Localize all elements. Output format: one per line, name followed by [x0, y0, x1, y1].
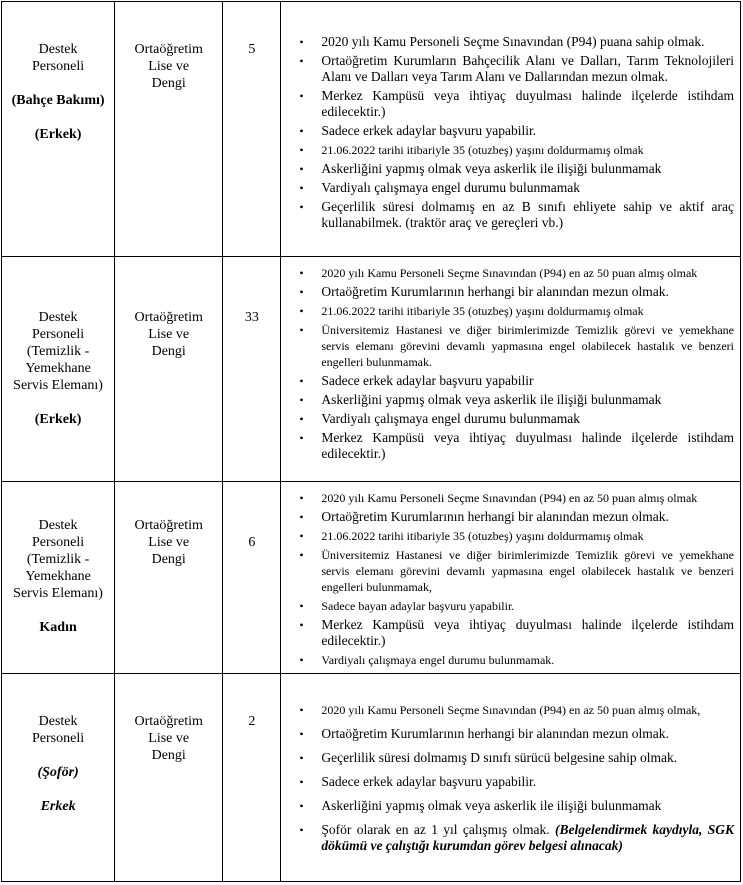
position-count: 5 [248, 42, 256, 57]
education-cell [115, 674, 223, 882]
position-line: Yemekhane [25, 569, 91, 584]
count-cell [223, 674, 281, 882]
list-item: • Askerliğini yapmış olmak veya askerlik ile ilişiği bulunmamak [281, 392, 734, 408]
education-line: Lise ve [148, 731, 190, 746]
position-count: 33 [244, 310, 259, 325]
table-row [2, 482, 741, 674]
list-item: • Sadece erkek adaylar başvuru yapabilir. [281, 123, 734, 139]
position-line: Servis Elemanı) [13, 378, 103, 393]
education-line: Dengi [151, 748, 186, 763]
position-line: Servis Elemanı) [13, 586, 103, 601]
position-line: (Temizlik - [26, 344, 90, 359]
table-row [2, 257, 741, 482]
list-item: • 21.06.2022 tarihi itibariyle 35 (otuzbeş) yaşını doldurmamış olmak [281, 142, 734, 158]
list-item: • 2020 yılı Kamu Personeli Seçme Sınavından (P94) puana sahip olmak. [281, 34, 734, 50]
list-item: • Merkez Kampüsü veya ihtiyaç duyulması halinde ilçelerde istihdam edilecektir.) [281, 617, 734, 649]
list-item: • 2020 yılı Kamu Personeli Seçme Sınavından (P94) en az 50 puan almış olmak, [281, 702, 734, 718]
list-item: • Sadece erkek adaylar başvuru yapabilir. [281, 774, 734, 790]
education-line: Ortaöğretim [134, 310, 203, 325]
list-item: • Üniversitemiz Hastanesi ve diğer birimlerimizde Temizlik görevi ve yemekhane servis elemanı görevini devamlı yapmasına engel olabilecek hastalık ve benzeri engelleri bulunmamak, [281, 547, 734, 595]
requirements-cell [281, 482, 741, 674]
position-cell [2, 257, 115, 482]
education-cell [115, 257, 223, 482]
position-cell [2, 2, 115, 257]
list-item: • Merkez Kampüsü veya ihtiyaç duyulması halinde ilçelerde istihdam edilecektir.) [281, 430, 734, 462]
position-gender: (Erkek) [34, 127, 82, 142]
list-item: • Geçerlilik süresi dolmamış en az B sınıfı ehliyete sahip ve aktif araç kullanabilmek. (traktör araç ve gereçleri vb.) [281, 199, 734, 231]
position-cell [2, 482, 115, 674]
list-item: • Vardiyalı çalışmaya engel durumu bulunmamak. [281, 652, 734, 668]
education-line: Dengi [151, 552, 186, 567]
table-row [2, 2, 741, 257]
requirements-list [281, 482, 740, 668]
position-line: Personeli [32, 59, 85, 74]
position-gender: Erkek [40, 799, 76, 814]
list-item: • Üniversitemiz Hastanesi ve diğer birimlerimizde Temizlik görevi ve yemekhane servis elemanı görevini devamlı yapmasına engel olabilecek hastalık ve benzeri engelleri bulunmamak. [281, 322, 734, 370]
education-cell [115, 482, 223, 674]
position-line: (Bahçe Bakımı) [11, 93, 105, 108]
position-line: Destek [38, 714, 78, 729]
count-cell [223, 482, 281, 674]
list-item: • Ortaöğretim Kurumlarının herhangi bir alanından mezun olmak. [281, 726, 734, 742]
list-item: • Vardiyalı çalışmaya engel durumu bulunmamak [281, 180, 734, 196]
list-item: • 2020 yılı Kamu Personeli Seçme Sınavından (P94) en az 50 puan almış olmak [281, 265, 734, 281]
position-line: Personeli [32, 535, 85, 550]
education-line: Dengi [151, 344, 186, 359]
position-cell [2, 674, 115, 882]
count-cell [223, 2, 281, 257]
position-line: Destek [38, 310, 78, 325]
education-line: Lise ve [148, 327, 190, 342]
list-item: • Vardiyalı çalışmaya engel durumu bulunmamak [281, 411, 734, 427]
education-cell [115, 2, 223, 257]
list-item: • Ortaöğretim Kurumlarının herhangi bir alanından mezun olmak. [281, 284, 734, 300]
position-gender: (Erkek) [34, 412, 82, 427]
requirements-list [281, 674, 740, 854]
list-item: • Askerliğini yapmış olmak veya askerlik ile ilişiği bulunmamak [281, 161, 734, 177]
list-item: • 21.06.2022 tarihi itibariyle 35 (otuzbeş) yaşını doldurmamış olmak [281, 528, 734, 544]
requirements-list [281, 257, 740, 462]
position-line: Personeli [32, 327, 85, 342]
requirements-cell [281, 674, 741, 882]
education-line: Ortaöğretim [134, 42, 203, 57]
position-line: Destek [38, 518, 78, 533]
position-line: Yemekhane [25, 361, 91, 376]
recruitment-table [1, 1, 741, 882]
education-line: Lise ve [148, 535, 190, 550]
list-item [281, 822, 734, 854]
requirements-cell [281, 2, 741, 257]
position-line: Personeli [32, 731, 85, 746]
education-line: Dengi [151, 76, 186, 91]
education-line: Ortaöğretim [134, 518, 203, 533]
requirements-cell [281, 257, 741, 482]
list-item: • Sadece bayan adaylar başvuru yapabilir. [281, 598, 734, 614]
position-line: (Şoför) [37, 765, 79, 780]
list-item: • Ortaöğretim Kurumların Bahçecilik Alanı ve Dalları, Tarım Teknolojileri Alanı ve Dalları veya Tarım Alanı ve Dallarından mezun olmak. [281, 53, 734, 85]
position-count: 2 [248, 714, 256, 729]
requirement-text: Şoför olarak en az 1 yıl çalışmış olmak. [321, 822, 550, 837]
list-item: • 2020 yılı Kamu Personeli Seçme Sınavından (P94) en az 50 puan almış olmak [281, 490, 734, 506]
list-item: • Merkez Kampüsü veya ihtiyaç duyulması halinde ilçelerde istihdam edilecektir.) [281, 88, 734, 120]
education-line: Lise ve [148, 59, 190, 74]
list-item: • Ortaöğretim Kurumlarının herhangi bir alanından mezun olmak. [281, 509, 734, 525]
position-count: 6 [248, 535, 256, 550]
list-item: • Geçerlilik süresi dolmamış D sınıfı sürücü belgesine sahip olmak. [281, 750, 734, 766]
position-line: Destek [38, 42, 78, 57]
requirements-list [281, 2, 740, 231]
position-gender: Kadın [39, 620, 77, 635]
requirement-note: (Belgelendirmek kaydıyla, SGK dökümü ve çalıştığı kurumdan görev belgesi alınacak) [321, 822, 735, 853]
count-cell [223, 257, 281, 482]
list-item: • Askerliğini yapmış olmak veya askerlik ile ilişiği bulunmamak [281, 798, 734, 814]
table-row [2, 674, 741, 882]
education-line: Ortaöğretim [134, 714, 203, 729]
list-item: • Sadece erkek adaylar başvuru yapabilir [281, 373, 734, 389]
list-item: • 21.06.2022 tarihi itibariyle 35 (otuzbeş) yaşını doldurmamış olmak [281, 303, 734, 319]
position-line: (Temizlik - [26, 552, 90, 567]
